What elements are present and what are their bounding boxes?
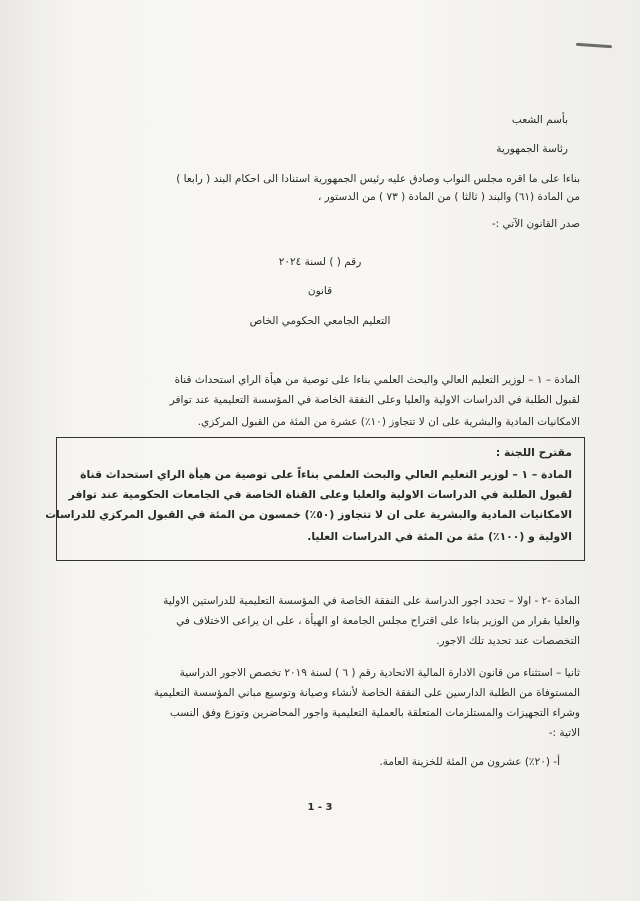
committee-line-4: الاولية و (١٠٠٪) مئة من المئة في الدراسات العليا.: [307, 530, 572, 543]
article1-line-2: لقبول الطلبة في الدراسات الاولية والعليا وعلى النفقة الخاصة في المؤسسة التعليمية عند توافر: [169, 394, 580, 406]
committee-heading: مقترح اللجنة :: [495, 446, 572, 459]
preamble-line-2: من المادة (٦١) والبند ( ثالثا ) من المادة ( ٧٣ ) من الدستور ،: [317, 191, 580, 203]
law-number: رقم ( ) لسنة ٢٠٢٤: [278, 256, 362, 268]
law-title: التعليم الجامعي الحكومي الخاص: [249, 315, 391, 327]
article2-first-line-1: المادة -٢ - اولا – تحدد اجور الدراسة على النفقة الخاصة في المؤسسة التعليمية للدراستين الاولية: [163, 595, 580, 607]
page-number: 1 - 3: [307, 802, 333, 813]
article2-item-1: أ- (٢٠٪) عشرون من المئة للخزينة العامة.: [379, 756, 560, 768]
article1-line-1: المادة – ١ – لوزير التعليم العالي والبحث العلمي بناءا على توصية من هيأة الراي استحداث قناة: [174, 374, 580, 386]
article2-second-line-4: الاتية :-: [548, 727, 580, 739]
preamble-line-3: صدر القانون الآتي :-: [491, 218, 580, 230]
article1-line-3: الامكانيات المادية والبشرية على ان لا تتجاوز (١٠٪) عشرة من المئة من القبول المركزي.: [197, 416, 580, 428]
preamble-line-1: بناءا على ما اقره مجلس النواب وصادق عليه رئيس الجمهورية استنادا الى احكام البند ( رابعا ): [176, 173, 580, 185]
presidency: رئاسة الجمهورية: [496, 143, 568, 155]
article2-first-line-2: والعليا بقرار من الوزير بناءا على اقتراح مجلس الجامعة او الهيأة ، على ان يراعى الاختلاف في: [176, 615, 580, 627]
article2-second-line-2: المستوفاة من الطلبة الدارسين على النفقة الخاصة لأنشاء وصيانة وتوسيع مباني المؤسسة التعليمية: [153, 687, 580, 699]
committee-line-3: الامكانيات المادية والبشرية على ان لا تتجاوز (٥٠٪) خمسون من المئة في القبول المركزي للدراسات: [45, 508, 572, 521]
law-label: قانون: [307, 285, 333, 297]
article2-second-line-1: ثانيا – استثناء من قانون الادارة المالية الاتحادية رقم ( ٦ ) لسنة ٢٠١٩ تخصص الاجور الدراسية: [179, 667, 580, 679]
article2-first-line-3: التخصصات عند تحديد تلك الاجور.: [436, 635, 580, 647]
committee-line-2: لقبول الطلبة في الدراسات الاولية والعليا وعلى القناة الخاصة في الجامعات الحكومية عند توافر: [68, 488, 572, 501]
article2-second-line-3: وشراء التجهيزات والمستلزمات المتعلقة بالعملية التعليمية واجور المحاضرين وتوزع وفق النسب: [169, 707, 580, 719]
committee-proposal-box: [45, 437, 585, 561]
basmala: بأسم الشعب: [511, 114, 568, 126]
pen-mark: [576, 43, 612, 49]
committee-line-1: المادة – ١ – لوزير التعليم العالي والبحث العلمي بناءاً على توصية من هيأة الراي استحداث قناة: [80, 468, 572, 481]
